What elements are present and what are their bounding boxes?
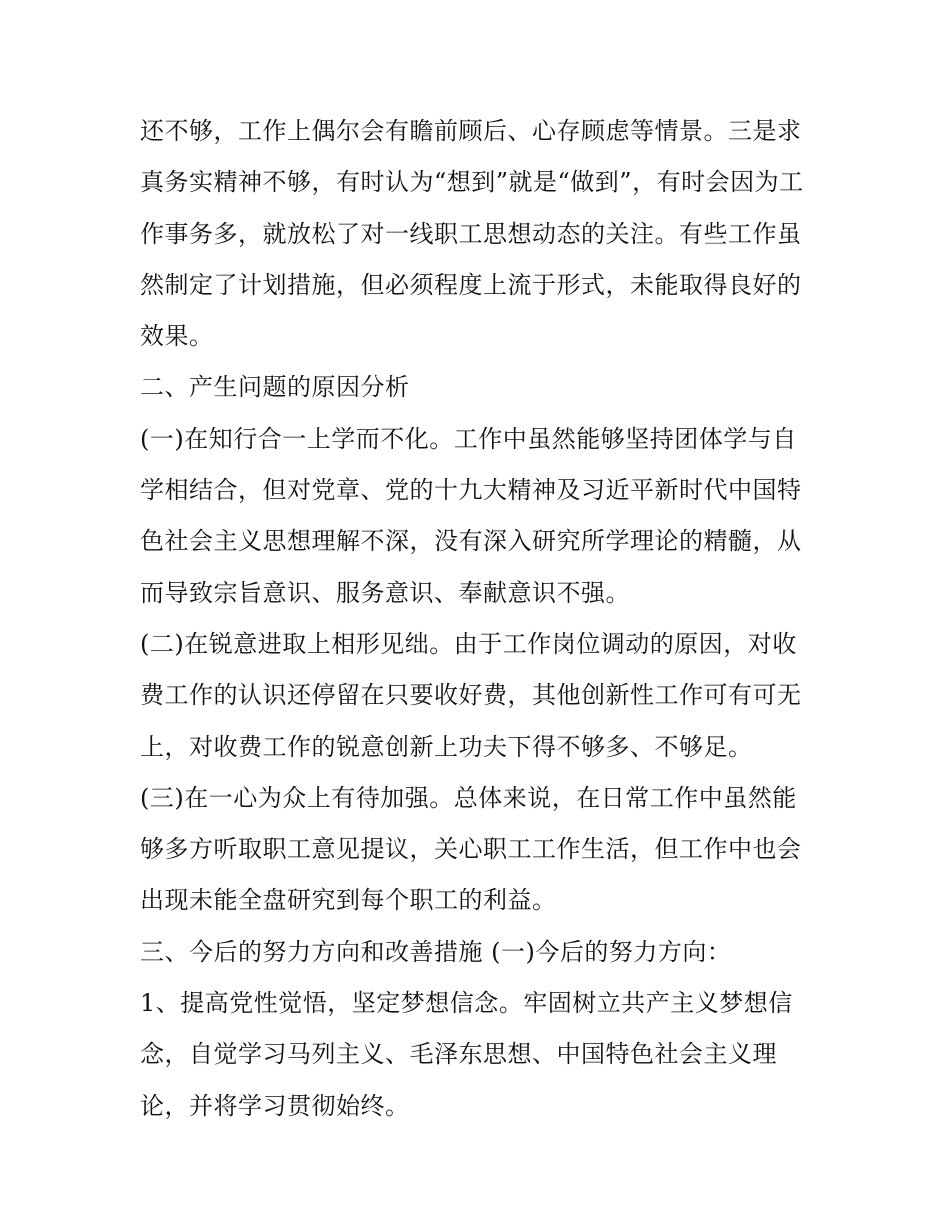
text-line: 还不够，工作上偶尔会有瞻前顾后、心存顾虑等情景。三是求: [140, 117, 802, 145]
section-heading: 二、产生问题的原因分析: [140, 373, 410, 402]
text-line: 出现未能全盘研究到每个职工的利益。: [140, 886, 557, 915]
text-line: 念，自觉学习马列主义、毛泽东思想、中国特色社会主义理: [140, 1040, 777, 1069]
text-line: 然制定了计划措施，但必须程度上流于形式，未能取得良好的: [140, 270, 802, 299]
text-line: 色社会主义思想理解不深，没有深入研究所学理论的精髓，从: [140, 527, 802, 556]
text-line: (三)在一心为众上有待加强。总体来说，在日常工作中虽然能: [140, 783, 797, 812]
text-line: (一)在知行合一上学而不化。工作中虽然能够坚持团体学与自: [140, 424, 797, 453]
text-line: (二)在锐意进取上相形见绌。由于工作岗位调动的原因，对收: [140, 629, 797, 658]
text-line: 够多方听取职工意见提议，关心职工工作生活，但工作中也会: [140, 835, 802, 864]
text-line: 论，并将学习贯彻始终。: [140, 1091, 410, 1120]
text-line: 1、提高党性觉悟，坚定梦想信念。牢固树立共产主义梦想信: [140, 989, 793, 1018]
text-line: 学相结合，但对党章、党的十九大精神及习近平新时代中国特: [140, 476, 802, 505]
document-body: [140, 106, 840, 1132]
text-line: 上，对收费工作的锐意创新上功夫下得不够多、不够足。: [140, 732, 753, 761]
text-line: 真务实精神不够，有时认为“想到”就是“做到”，有时会因为工: [140, 168, 804, 197]
text-line: 效果。: [140, 322, 214, 351]
text-line: 而导致宗旨意识、服务意识、奉献意识不强。: [140, 578, 630, 607]
text-line: 作事务多，就放松了对一线职工思想动态的关注。有些工作虽: [140, 219, 802, 248]
text-line: 费工作的认识还停留在只要收好费，其他创新性工作可有可无: [140, 681, 802, 710]
section-heading: 三、今后的努力方向和改善措施 (一)今后的努力方向：: [140, 937, 732, 966]
